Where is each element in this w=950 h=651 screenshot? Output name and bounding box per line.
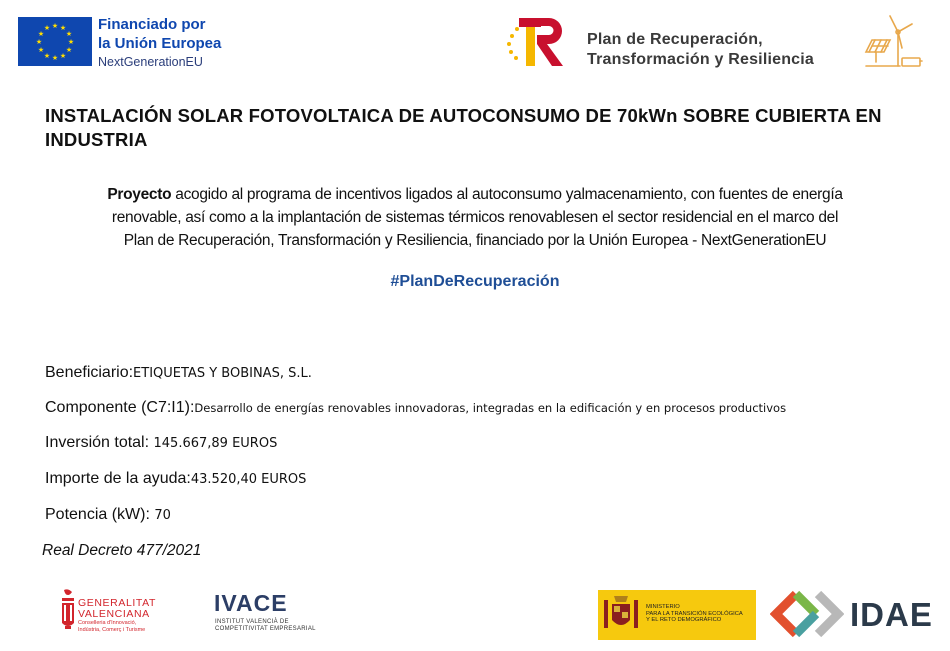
ministerio-line3: Y EL RETO DEMOGRÁFICO: [646, 617, 722, 623]
project-description: [30, 183, 920, 252]
gva-line2: VALENCIANA: [78, 608, 150, 620]
potencia-value: 70: [154, 508, 171, 523]
beneficiario-value: ETIQUETAS Y BOBINAS, S.L.: [133, 366, 312, 381]
importe-row: [45, 470, 306, 488]
svg-text:★: ★: [37, 30, 45, 38]
svg-text:★: ★: [59, 52, 67, 60]
beneficiario-row: [45, 364, 312, 382]
idae-logo: IDAE: [850, 596, 933, 633]
svg-text:★: ★: [51, 22, 59, 30]
plan-recuperacion-icon: [505, 14, 571, 70]
inversion-row: [45, 434, 277, 452]
gva-line1: GENERALITAT: [78, 597, 156, 609]
ivace-logo: IVACE: [214, 590, 288, 616]
importe-label: Importe de la ayuda:: [45, 470, 191, 487]
potencia-label: Potencia (kW):: [45, 506, 150, 523]
componente-label: Componente (C7:I1):: [45, 399, 195, 416]
description-lead: Proyecto: [107, 186, 172, 203]
svg-text:★: ★: [59, 24, 67, 32]
eu-logo-line3: NextGenerationEU: [98, 55, 203, 69]
eu-flag-icon: [18, 17, 92, 66]
ivace-sub-line1: INSTITUT VALENCIÀ DE: [215, 619, 289, 625]
plan-logo-line2: Transformación y Resiliencia: [587, 51, 815, 68]
importe-value: 43.520,40 EUROS: [190, 472, 307, 487]
description-line3: Plan de Recuperación, Transformación y Resiliencia, financiado por la Unión Europea - NextGenerationEU: [123, 232, 827, 249]
beneficiario-label: Beneficiario:: [45, 364, 134, 381]
ministerio-line2: PARA LA TRANSICIÓN ECOLÓGICA: [646, 610, 743, 617]
svg-text:★: ★: [65, 46, 73, 54]
potencia-row: [45, 506, 171, 524]
svg-text:★: ★: [67, 38, 75, 46]
svg-text:★: ★: [43, 52, 51, 60]
hashtag: #PlanDeRecuperación: [390, 273, 560, 290]
spain-coat-of-arms-icon: [598, 590, 644, 640]
page-title: INSTALACIÓN SOLAR FOTOVOLTAICA DE AUTOCONSUMO DE 70kWn SOBRE CUBIERTA EN INDUSTRIA: [45, 105, 882, 150]
eu-logo-line2: la Unión Europea: [98, 35, 222, 52]
ivace-sub-line2: COMPETITIVITAT EMPRESARIAL: [215, 626, 316, 632]
componente-row: [45, 399, 786, 417]
gva-line4: Indústria, Comerç i Turisme: [78, 627, 146, 633]
plan-recuperacion-logo: [587, 30, 814, 70]
description-line1: Proyecto acogido al programa de incentivos ligados al autoconsumo yalmacenamiento, con fuentes de energía: [107, 186, 843, 203]
svg-text:★: ★: [65, 30, 73, 38]
solar-wind-battery-icon: [860, 10, 926, 72]
svg-text:★: ★: [51, 54, 59, 62]
eu-funding-logo: [98, 15, 221, 72]
generalitat-valenciana-logo: [78, 598, 156, 634]
svg-text:★: ★: [37, 46, 45, 54]
decree-reference: Real Decreto 477/2021: [42, 542, 202, 559]
idae-mark-icon: [770, 588, 844, 640]
ministerio-text: [646, 604, 743, 624]
svg-text:★: ★: [43, 24, 51, 32]
inversion-label: Inversión total:: [45, 434, 150, 451]
ivace-subtitle: [215, 619, 316, 633]
plan-logo-line1: Plan de Recuperación,: [587, 31, 763, 48]
description-line2: renovable, así como a la implantación de sistemas térmicos renovablesen el sector residencial en el marco del: [111, 209, 839, 226]
eu-logo-line1: Financiado por: [98, 16, 206, 33]
svg-text:★: ★: [35, 38, 43, 46]
inversion-value: 145.667,89 EUROS: [153, 436, 278, 451]
gva-line3: Conselleria d'Innovació,: [78, 620, 137, 626]
ministerio-line1: MINISTERIO: [646, 604, 680, 610]
componente-value: Desarrollo de energías renovables innovadoras, integradas en la edificación y en procesos productivos: [194, 401, 787, 415]
